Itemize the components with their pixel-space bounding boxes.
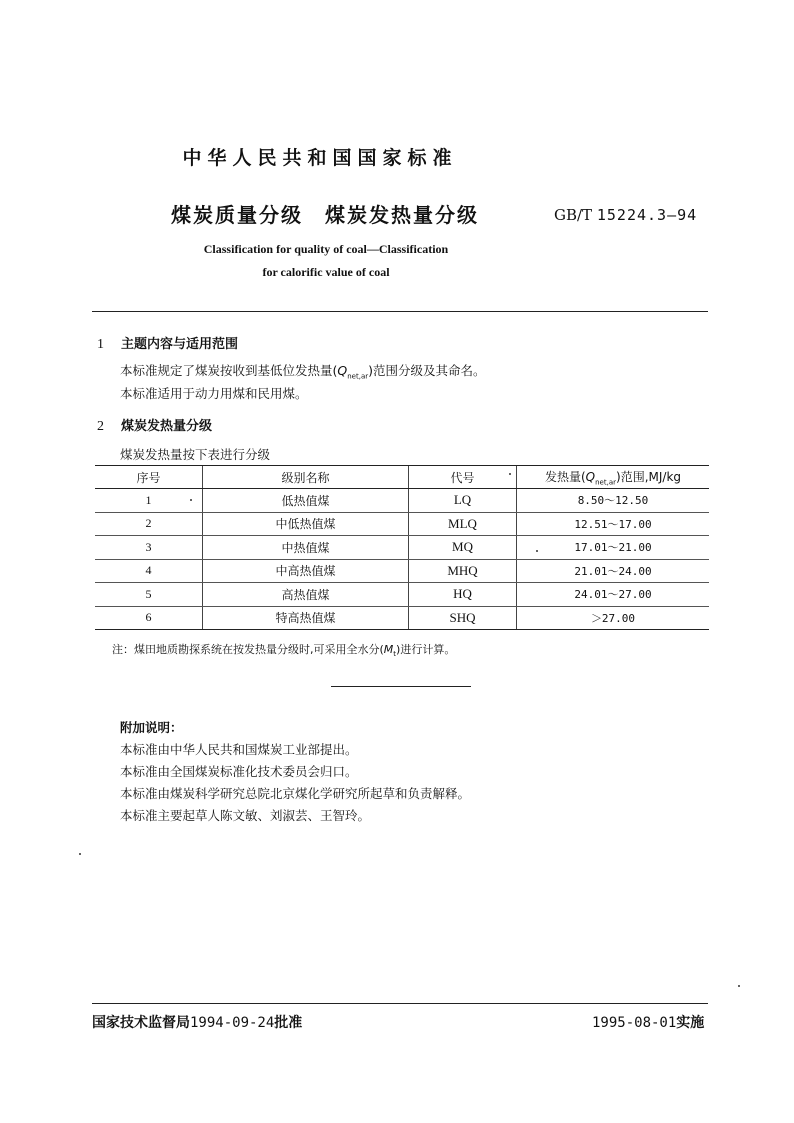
cell-code: SHQ [409, 606, 517, 630]
table-header-row [95, 466, 709, 489]
note-m-symbol: M [383, 643, 394, 656]
section-2-heading [97, 415, 212, 435]
cell-seq: 2 [95, 512, 203, 536]
section-1-heading [97, 333, 238, 353]
table-row [95, 512, 709, 536]
cell-grade: 特高热值煤 [203, 606, 409, 630]
standard-number [554, 206, 697, 224]
document-title-en-line2: for calorific value of coal [262, 265, 390, 279]
header-grade: 级别名称 [203, 466, 409, 489]
header-range-text-b: )范围,MJ/kg [616, 469, 682, 484]
cell-range: 8.50～12.50 [517, 489, 710, 513]
footer-divider [92, 1003, 708, 1004]
cell-grade: 高热值煤 [203, 583, 409, 607]
para1-text-a: 本标准规定了煤炭按收到基低位发热量( [120, 363, 338, 378]
effective-date: 1995-08-01 [592, 1015, 677, 1031]
section-2-number: 2 [97, 419, 104, 434]
cell-code: MHQ [409, 559, 517, 583]
cell-seq: 3 [95, 536, 203, 560]
header-range-sub: net,ar [595, 478, 617, 487]
effective-info [592, 1012, 704, 1032]
cell-code: MLQ [409, 512, 517, 536]
header-range-q: Q [585, 469, 596, 484]
section-2-intro: 煤炭发热量按下表进行分级 [120, 447, 271, 462]
document-title-en-line1: Classification for quality of coal—Classification [203, 242, 449, 256]
section-1-number: 1 [97, 337, 104, 352]
header-range-text-a: 发热量( [544, 469, 586, 484]
section-1-title: 主题内容与适用范围 [121, 337, 239, 352]
standard-code: 15224.3—94 [596, 206, 698, 224]
scan-speck [536, 550, 538, 552]
cell-seq: 6 [95, 606, 203, 630]
table-row [95, 559, 709, 583]
scan-speck [79, 853, 81, 855]
cell-grade: 中热值煤 [203, 536, 409, 560]
header-range [517, 466, 710, 489]
cell-range: 12.51～17.00 [517, 512, 710, 536]
cell-grade: 中低热值煤 [203, 512, 409, 536]
para1-q-symbol: Q [337, 363, 348, 378]
approval-info [92, 1012, 302, 1032]
scan-speck [190, 499, 192, 501]
approval-org: 国家技术监督局 [92, 1015, 190, 1031]
table-row [95, 583, 709, 607]
section-1-paragraph-1 [120, 361, 486, 381]
end-of-text-rule [331, 686, 471, 687]
cell-range: 24.01～27.00 [517, 583, 710, 607]
note-m-subscript: t [393, 650, 397, 659]
scan-speck [509, 473, 511, 475]
cell-range: 17.01～21.00 [517, 536, 710, 560]
table-row [95, 536, 709, 560]
table-note [112, 641, 455, 658]
cell-code: MQ [409, 536, 517, 560]
note-text-a: 注：煤田地质勘探系统在按发热量分级时,可采用全水分( [112, 643, 384, 656]
section-1-paragraph-2: 本标准适用于动力用煤和民用煤。 [120, 386, 308, 401]
standard-prefix: GB/T [554, 206, 593, 224]
national-standard-heading: 中华人民共和国国家标准 [182, 147, 458, 169]
scan-speck [738, 985, 740, 987]
approval-suffix: 批准 [274, 1015, 303, 1031]
calorific-classification-table [95, 465, 709, 630]
header-seq: 序号 [95, 466, 203, 489]
note-text-b: )进行计算。 [396, 643, 456, 656]
cell-range: 21.01～24.00 [517, 559, 710, 583]
cell-seq: 4 [95, 559, 203, 583]
para1-text-b: )范围分级及其命名。 [368, 363, 486, 378]
cell-code: LQ [409, 489, 517, 513]
cell-grade: 中高热值煤 [203, 559, 409, 583]
para1-q-subscript: net,ar [347, 372, 369, 381]
cell-grade: 低热值煤 [203, 489, 409, 513]
table-row [95, 606, 709, 630]
cell-seq: 1 [95, 489, 203, 513]
addendum-line: 本标准由中华人民共和国煤炭工业部提出。 [120, 742, 358, 757]
cell-range: ＞27.00 [517, 606, 710, 630]
header-divider [92, 311, 708, 312]
addendum-line: 本标准由煤炭科学研究总院北京煤化学研究所起草和负责解释。 [120, 786, 471, 801]
header-code: 代号 [409, 466, 517, 489]
cell-code: HQ [409, 583, 517, 607]
addendum-heading: 附加说明： [120, 720, 183, 735]
cell-seq: 5 [95, 583, 203, 607]
addendum-line: 本标准主要起草人陈文敏、刘淑芸、王智玲。 [120, 808, 371, 823]
table-row [95, 489, 709, 513]
section-2-title: 煤炭发热量分级 [121, 419, 213, 434]
effective-suffix: 实施 [676, 1015, 705, 1031]
document-title-cn: 煤炭质量分级 煤炭发热量分级 [171, 203, 479, 227]
approval-date: 1994-09-24 [190, 1015, 275, 1031]
addendum-line: 本标准由全国煤炭标准化技术委员会归口。 [120, 764, 358, 779]
